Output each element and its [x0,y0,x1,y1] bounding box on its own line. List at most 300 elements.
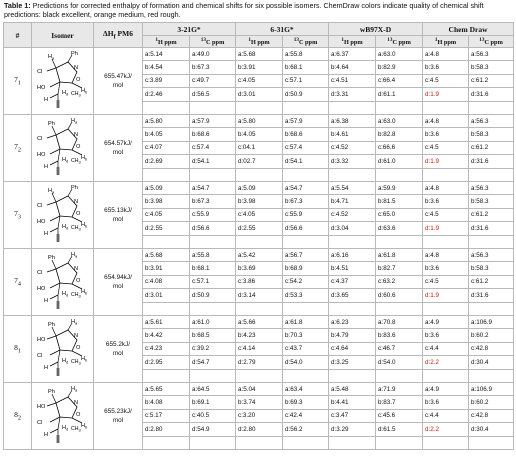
shift-value: a:63.0 [376,48,423,61]
spacer-cell [143,235,190,248]
spacer-cell [236,235,283,248]
spacer-cell [376,235,423,248]
shift-value: d:54.0 [376,356,423,369]
svg-text:HO: HO [37,404,46,410]
shift-value: c:4.52 [329,208,376,221]
shift-value: b:67.3 [190,195,236,208]
shift-value: d:56.6 [283,222,329,235]
svg-text:H: H [44,365,49,371]
spacer-cell [423,302,469,315]
shift-value: b:83.6 [376,329,423,342]
enthalpy-value: 655.23kJ/ mol [94,383,143,450]
shift-value: a:71.9 [376,383,423,396]
shift-value: b:68.6 [190,128,236,141]
shift-value: b:68.6 [283,128,329,141]
svg-text:Ph: Ph [71,51,78,57]
shift-value: b:70.3 [283,329,329,342]
spacer-cell [236,436,283,449]
isomer-structure [32,316,94,383]
spacer-cell [423,436,469,449]
shift-value: a:56.3 [469,182,514,195]
shift-value: b:68.1 [283,61,329,74]
shift-value: b:3.6 [423,396,469,409]
svg-text:Cl: Cl [37,420,43,426]
svg-text:HO: HO [37,152,46,158]
molecule-structure-icon [34,316,94,382]
shift-value: c:42.4 [283,409,329,422]
shift-value: a:4.8 [423,115,469,128]
svg-text:H: H [44,432,49,438]
shift-value: d:2.69 [143,155,190,168]
shift-value: a:63.0 [376,115,423,128]
shift-value: b:68.5 [190,329,236,342]
shift-value: d:31.6 [469,289,514,302]
spacer-cell [236,101,283,114]
spacer-cell [329,168,376,181]
shift-value: d:54.7 [190,356,236,369]
shift-value: b:3.98 [143,195,190,208]
shift-value: b:4.64 [329,61,376,74]
isomer-number: $8_2$ [4,383,32,450]
shift-value: c:66.4 [376,74,423,87]
shift-value: a:6.38 [329,115,376,128]
svg-text:N: N [74,266,79,272]
shift-value: c:4.05 [236,208,283,221]
shift-value: c:3.89 [143,74,190,87]
svg-text:HO: HO [37,286,46,292]
svg-text:Hd: $H_d$ [62,358,69,365]
shift-value: a:55.8 [283,48,329,61]
spacer-cell [423,168,469,181]
shift-value: a:56.3 [469,115,514,128]
shift-value: c:4.5 [423,275,469,288]
unit-c-ppm: $^{13}$C ppm [190,36,236,48]
spacer-cell [329,235,376,248]
spacer-cell [190,235,236,248]
svg-text:Ha: $H_a$ [71,386,78,393]
svg-text:H: H [44,164,49,170]
svg-text:O: O [76,412,81,418]
shift-value: a:54.7 [190,182,236,195]
svg-text:Cl: Cl [37,136,43,142]
shift-value: d:56.2 [283,423,329,436]
svg-text:Ha: $H_a$ [48,188,55,195]
svg-text:Ha: $H_a$ [48,54,55,61]
svg-text:Ha: $H_a$ [71,252,78,259]
unit-c-ppm: $^{13}$C ppm [469,36,514,48]
shift-value: c:4.51 [329,74,376,87]
shift-value: c:49.7 [190,74,236,87]
isomer-number: $7_2$ [4,115,32,182]
header-row-methods [4,23,514,36]
svg-text:HO: HO [37,85,46,91]
spacer-cell [283,369,329,382]
shift-value: b:67.3 [283,195,329,208]
isomer-structure [32,115,94,182]
shift-value: d:30.4 [469,423,514,436]
shift-value: a:59.9 [376,182,423,195]
shift-value: d:61.1 [376,88,423,101]
shift-value: b:3.6 [423,262,469,275]
spacer-cell [469,436,514,449]
shift-value: d:02.7 [236,155,283,168]
svg-text:Cl: Cl [37,69,43,75]
spacer-cell [469,302,514,315]
shift-value: a:56.3 [469,48,514,61]
molecule-structure-icon [34,249,94,315]
spacer-cell [143,302,190,315]
enthalpy-value: 654.57kJ/ mol [94,115,143,182]
svg-text:N: N [74,65,79,71]
shift-value: a:5.09 [236,182,283,195]
spacer-cell [376,369,423,382]
shift-value: a:5.66 [236,316,283,329]
shift-value: d:60.6 [376,289,423,302]
enthalpy-value: 655.2kJ/ mol [94,316,143,383]
spacer-cell [236,302,283,315]
shift-value: c:4.5 [423,74,469,87]
spacer-cell [469,101,514,114]
svg-text:O: O [76,144,81,150]
shift-value: a:56.7 [283,249,329,262]
table-row [4,115,514,128]
shift-value: c:5.17 [143,409,190,422]
col-header-6-31g: 6-31G* [236,23,329,36]
svg-text:Hd: $H_d$ [62,224,69,231]
shift-value: a:70.8 [376,316,423,329]
spacer-cell [143,101,190,114]
shift-value: c:4.05 [143,208,190,221]
shift-value: b:60.2 [469,329,514,342]
unit-c-ppm: $^{13}$C ppm [283,36,329,48]
shift-value: a:5.61 [143,316,190,329]
shift-value: c:4.05 [236,74,283,87]
enthalpy-value: 655.13kJ/ mol [94,182,143,249]
shift-value: a:4.8 [423,249,469,262]
shift-value: c:4.07 [143,141,190,154]
shift-value: d:3.01 [143,289,190,302]
shift-value: c:66.6 [376,141,423,154]
svg-text:CH3: $CH_3$ [71,225,81,232]
enthalpy-value: 655.47kJ/ mol [94,48,143,115]
shift-value: a:4.8 [423,48,469,61]
shift-value: c:57.4 [190,141,236,154]
shift-value: d:2.2 [423,423,469,436]
shift-value: d:54.0 [283,356,329,369]
shift-value: c:57.4 [283,141,329,154]
shift-value: c:3.20 [236,409,283,422]
svg-text:N: N [74,199,79,205]
shift-value: c:4.5 [423,208,469,221]
shift-value: d:2.55 [143,222,190,235]
shift-value: b:4.79 [329,329,376,342]
shift-value: b:58.3 [469,195,514,208]
spacer-cell [283,101,329,114]
spacer-cell [190,436,236,449]
spacer-cell [376,436,423,449]
shift-value: d:63.6 [376,222,423,235]
table-body [4,48,514,450]
shift-value: d:3.01 [236,88,283,101]
svg-text:Cl: Cl [37,270,43,276]
svg-text:CH3: $CH_3$ [71,91,81,98]
svg-text:Ph: Ph [48,322,55,328]
svg-text:Ph: Ph [48,121,55,127]
shift-value: b:68.9 [283,262,329,275]
shift-value: b:3.6 [423,195,469,208]
shift-value: c:40.5 [190,409,236,422]
shift-value: d:61.5 [376,423,423,436]
shift-value: a:61.8 [283,316,329,329]
shift-value: a:63.4 [283,383,329,396]
spacer-cell [423,369,469,382]
shift-value: b:58.3 [469,128,514,141]
caption-text: Predictions for corrected enthalpy of formation and chemical shifts for six possible isomers. ChemDraw colors indicate quality of chemical shift predictions: black excellent, orange medium, red rough. [4,1,484,19]
svg-text:N: N [74,333,79,339]
svg-text:Ha: $H_a$ [71,118,78,125]
shift-value: a:4.8 [423,182,469,195]
shift-value: d:3.65 [329,289,376,302]
svg-text:Hb: $H_b$ [81,155,88,162]
table-row [4,383,514,396]
col-header-3-21g: 3-21G* [143,23,236,36]
shift-value: c:46.7 [376,342,423,355]
shift-value: c:42.8 [469,342,514,355]
spacer-cell [469,168,514,181]
shift-value: d:1.9 [423,88,469,101]
shift-value: d:31.6 [469,155,514,168]
shift-value: c:39.2 [190,342,236,355]
shift-value: b:4.23 [236,329,283,342]
shift-value: c:4.4 [423,342,469,355]
shift-value: a:5.09 [143,182,190,195]
shift-value: d:3.04 [329,222,376,235]
shift-value: b:4.61 [329,128,376,141]
shift-value: d:56.5 [190,88,236,101]
spacer-cell [423,101,469,114]
shift-value: d:1.9 [423,289,469,302]
shift-value: b:3.6 [423,128,469,141]
shift-value: c:4.23 [143,342,190,355]
svg-text:Ph: Ph [71,185,78,191]
shift-value: b:58.3 [469,262,514,275]
svg-text:Hd: $H_d$ [62,425,69,432]
shift-value: a:5.48 [329,383,376,396]
shift-value: a:57.9 [190,115,236,128]
col-header-number: # [4,23,32,48]
shift-value: c:55.9 [283,208,329,221]
shift-value: c:4.52 [329,141,376,154]
molecule-structure-icon [34,182,94,248]
shift-value: d:3.32 [329,155,376,168]
shift-value: a:6.16 [329,249,376,262]
spacer-cell [283,302,329,315]
svg-text:H: H [44,97,49,103]
shift-value: a:56.3 [469,249,514,262]
spacer-cell [329,369,376,382]
svg-text:CH3: $CH_3$ [71,359,81,366]
shift-value: c:45.6 [376,409,423,422]
shift-value: a:49.0 [190,48,236,61]
shift-value: b:4.51 [329,262,376,275]
isomer-table [3,22,514,450]
spacer-cell [236,168,283,181]
col-header-chemdraw: Chem Draw [423,23,514,36]
svg-text:Ph: Ph [48,255,55,261]
shift-value: b:4.05 [143,128,190,141]
unit-h-ppm: $^1$H ppm [329,36,376,48]
shift-value: d:53.3 [283,289,329,302]
shift-value: d:2.55 [236,222,283,235]
shift-value: d:54.1 [283,155,329,168]
shift-value: d:3.14 [236,289,283,302]
svg-text:H: H [44,298,49,304]
unit-h-ppm: $^1$H ppm [423,36,469,48]
shift-value: b:58.3 [469,61,514,74]
molecule-structure-icon [34,383,94,449]
isomer-number: $7_4$ [4,249,32,316]
spacer-cell [376,302,423,315]
spacer-cell [190,302,236,315]
shift-value: d:3.31 [329,88,376,101]
shift-value: c:43.7 [283,342,329,355]
shift-value: c:61.2 [469,275,514,288]
shift-value: a:4.9 [423,383,469,396]
shift-value: b:3.69 [236,262,283,275]
shift-value: a:61.0 [190,316,236,329]
svg-text:Hd: $H_d$ [62,291,69,298]
spacer-cell [469,369,514,382]
spacer-cell [143,168,190,181]
shift-value: d:2.80 [236,423,283,436]
shift-value: a:64.5 [190,383,236,396]
svg-text:CH3: $CH_3$ [71,426,81,433]
shift-value: c:4.14 [236,342,283,355]
shift-value: a:57.9 [283,115,329,128]
shift-value: b:3.91 [143,262,190,275]
shift-value: b:4.05 [236,128,283,141]
shift-value: a:5.42 [236,249,283,262]
shift-value: c:3.86 [236,275,283,288]
shift-value: a:54.7 [283,182,329,195]
svg-text:Hb: $H_b$ [81,356,88,363]
svg-text:Ph: Ph [48,389,55,395]
shift-value: d:56.6 [190,222,236,235]
shift-value: b:3.91 [236,61,283,74]
spacer-cell [143,369,190,382]
shift-value: b:3.6 [423,61,469,74]
shift-value: d:31.6 [469,88,514,101]
shift-value: a:106.9 [469,316,514,329]
spacer-cell [329,302,376,315]
spacer-cell [329,101,376,114]
shift-value: d:31.6 [469,222,514,235]
spacer-cell [236,369,283,382]
shift-value: c:4.4 [423,409,469,422]
caption-label: Table 1: [4,1,31,10]
shift-value: d:2.79 [236,356,283,369]
svg-text:Cl: Cl [37,353,43,359]
shift-value: b:4.71 [329,195,376,208]
enthalpy-value: 654.94kJ/ mol [94,249,143,316]
svg-text:N: N [74,132,79,138]
svg-text:Hb: $H_b$ [81,222,88,229]
shift-value: b:3.6 [423,329,469,342]
table-row [4,48,514,61]
shift-value: c:3.47 [329,409,376,422]
shift-value: a:5.54 [329,182,376,195]
svg-text:Ha: $H_a$ [71,319,78,326]
spacer-cell [376,101,423,114]
shift-value: a:6.23 [329,316,376,329]
molecule-structure-icon [34,115,94,181]
spacer-cell [143,436,190,449]
shift-value: a:5.68 [236,48,283,61]
shift-value: d:54.1 [190,155,236,168]
svg-text:N: N [74,400,79,406]
shift-value: b:3.74 [236,396,283,409]
spacer-cell [190,101,236,114]
svg-text:Hb: $H_b$ [81,289,88,296]
shift-value: b:82.7 [376,262,423,275]
svg-text:HO: HO [37,219,46,225]
spacer-cell [283,168,329,181]
shift-value: d:1.9 [423,222,469,235]
shift-value: c:63.2 [376,275,423,288]
shift-value: d:50.9 [190,289,236,302]
shift-value: d:1.9 [423,155,469,168]
col-header-isomer: Isomer [32,23,94,48]
shift-value: c:61.2 [469,141,514,154]
shift-value: a:5.65 [143,383,190,396]
shift-value: c:4.37 [329,275,376,288]
svg-text:O: O [76,77,81,83]
shift-value: c:4.64 [329,342,376,355]
shift-value: c:61.2 [469,208,514,221]
shift-value: b:83.7 [376,396,423,409]
shift-value: c:55.9 [190,208,236,221]
shift-value: b:60.2 [469,396,514,409]
svg-text:Hd: $H_d$ [62,90,69,97]
isomer-number: $8_1$ [4,316,32,383]
svg-text:CH3: $CH_3$ [71,158,81,165]
shift-value: a:5.80 [236,115,283,128]
shift-value: c:57.1 [190,275,236,288]
svg-text:O: O [76,211,81,217]
shift-value: a:5.68 [143,249,190,262]
spacer-cell [190,369,236,382]
svg-text:H: H [44,231,49,237]
shift-value: b:4.42 [143,329,190,342]
shift-value: d:54.9 [190,423,236,436]
svg-text:Hb: $H_b$ [81,88,88,95]
shift-value: a:4.9 [423,316,469,329]
isomer-structure [32,182,94,249]
shift-value: d:2.95 [143,356,190,369]
shift-value: d:61.0 [376,155,423,168]
shift-value: b:4.41 [329,396,376,409]
shift-value: a:55.8 [190,249,236,262]
shift-value: d:2.46 [143,88,190,101]
table-row [4,316,514,329]
col-header-enthalpy: $\Delta H_f$ PM6 [94,23,143,48]
isomer-structure [32,383,94,450]
shift-value: b:4.54 [143,61,190,74]
shift-value: a:61.8 [376,249,423,262]
svg-text:O: O [76,345,81,351]
spacer-cell [283,235,329,248]
isomer-structure [32,249,94,316]
